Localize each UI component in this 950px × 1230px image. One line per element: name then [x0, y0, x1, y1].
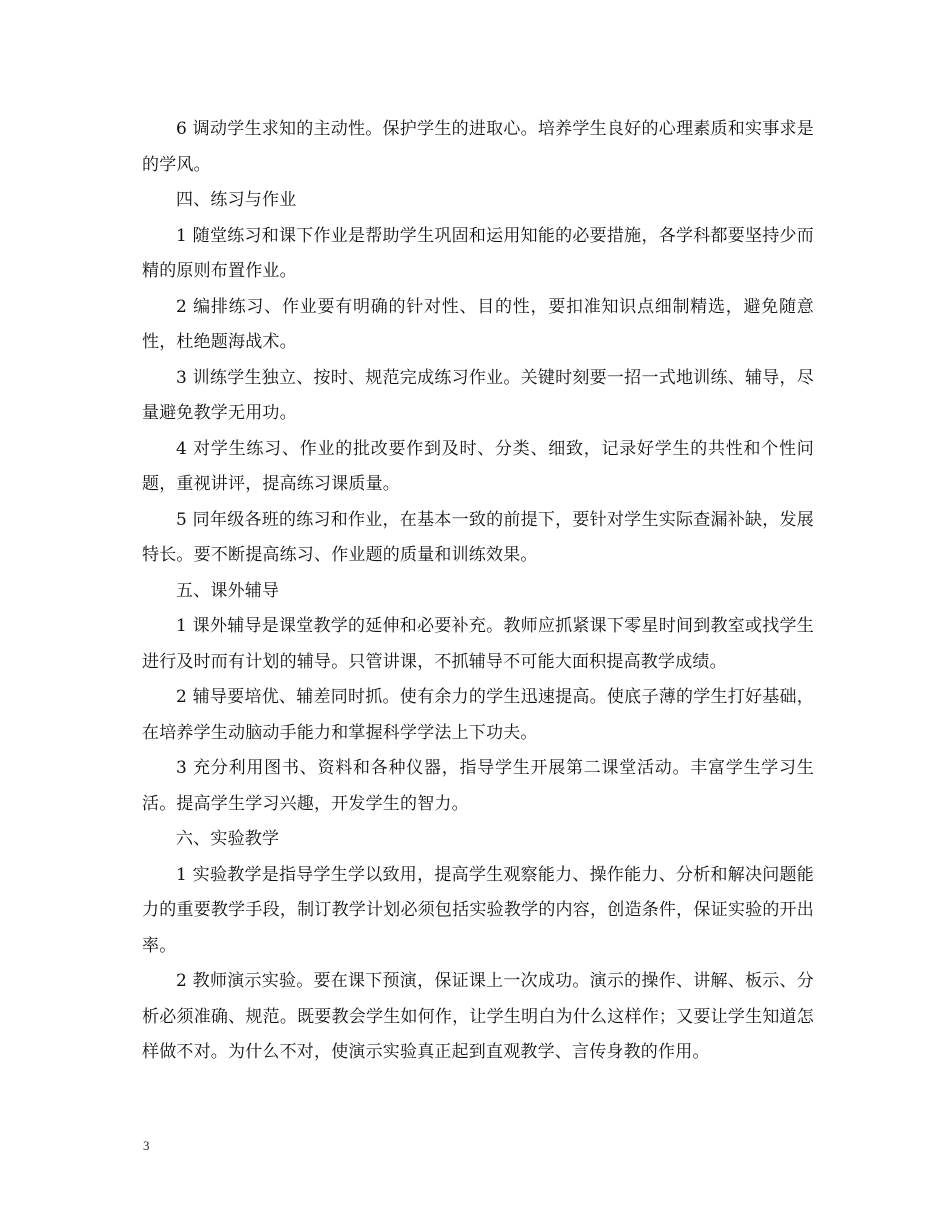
- paragraph-practice-1: 1 随堂练习和课下作业是帮助学生巩固和运用知能的必要措施，各学科都要坚持少而精的原则布置作业。: [142, 225, 814, 281]
- section-heading-tutoring: 五、课外辅导: [176, 580, 280, 601]
- document-body: [142, 112, 814, 1071]
- paragraph-practice-2: 2 编排练习、作业要有明确的针对性、目的性，要扣准知识点细制精选，避免随意性，杜绝题海战术。: [142, 296, 814, 352]
- paragraph-tutoring-1: 1 课外辅导是课堂教学的延伸和必要补充。教师应抓紧课下零星时间到教室或找学生进行及时而有计划的辅导。只管讲课，不抓辅导不可能大面积提高教学成绩。: [142, 616, 814, 672]
- paragraph-experiment-2: 2 教师演示实验。要在课下预演，保证课上一次成功。演示的操作、讲解、板示、分析必须准确、规范。既要教会学生如何作，让学生明白为什么这样作；又要让学生知道怎样做不对。为什么不对，使演示实验真正起到直观教学、言传身教的作用。: [142, 971, 814, 1062]
- paragraph-experiment-1: 1 实验教学是指导学生学以致用，提高学生观察能力、操作能力、分析和解决问题能力的重要教学手段，制订教学计划必须包括实验教学的内容，创造条件，保证实验的开出率。: [142, 864, 814, 956]
- paragraph-practice-3: 3 训练学生独立、按时、规范完成练习作业。关键时刻要一招一式地训练、辅导，尽量避免教学无用功。: [142, 367, 814, 423]
- paragraph-practice-5: 5 同年级各班的练习和作业，在基本一致的前提下，要针对学生实际查漏补缺，发展特长。要不断提高练习、作业题的质量和训练效果。: [142, 509, 814, 565]
- paragraph-practice-4: 4 对学生练习、作业的批改要作到及时、分类、细致，记录好学生的共性和个性问题，重视讲评，提高练习课质量。: [142, 438, 814, 494]
- paragraph-tutoring-2: 2 辅导要培优、辅差同时抓。使有余力的学生迅速提高。使底子薄的学生打好基础，在培养学生动脑动手能力和掌握科学学法上下功夫。: [142, 687, 814, 743]
- paragraph-item-6: 6 调动学生求知的主动性。保护学生的进取心。培养学生良好的心理素质和实事求是的学风。: [142, 119, 814, 175]
- page-number: 3: [143, 1138, 150, 1153]
- paragraph-tutoring-3: 3 充分利用图书、资料和各种仪器，指导学生开展第二课堂活动。丰富学生学习生活。提高学生学习兴趣，开发学生的智力。: [142, 758, 814, 814]
- section-heading-experiment-teaching: 六、实验教学: [176, 829, 280, 849]
- section-heading-practice-homework: 四、练习与作业: [176, 190, 297, 210]
